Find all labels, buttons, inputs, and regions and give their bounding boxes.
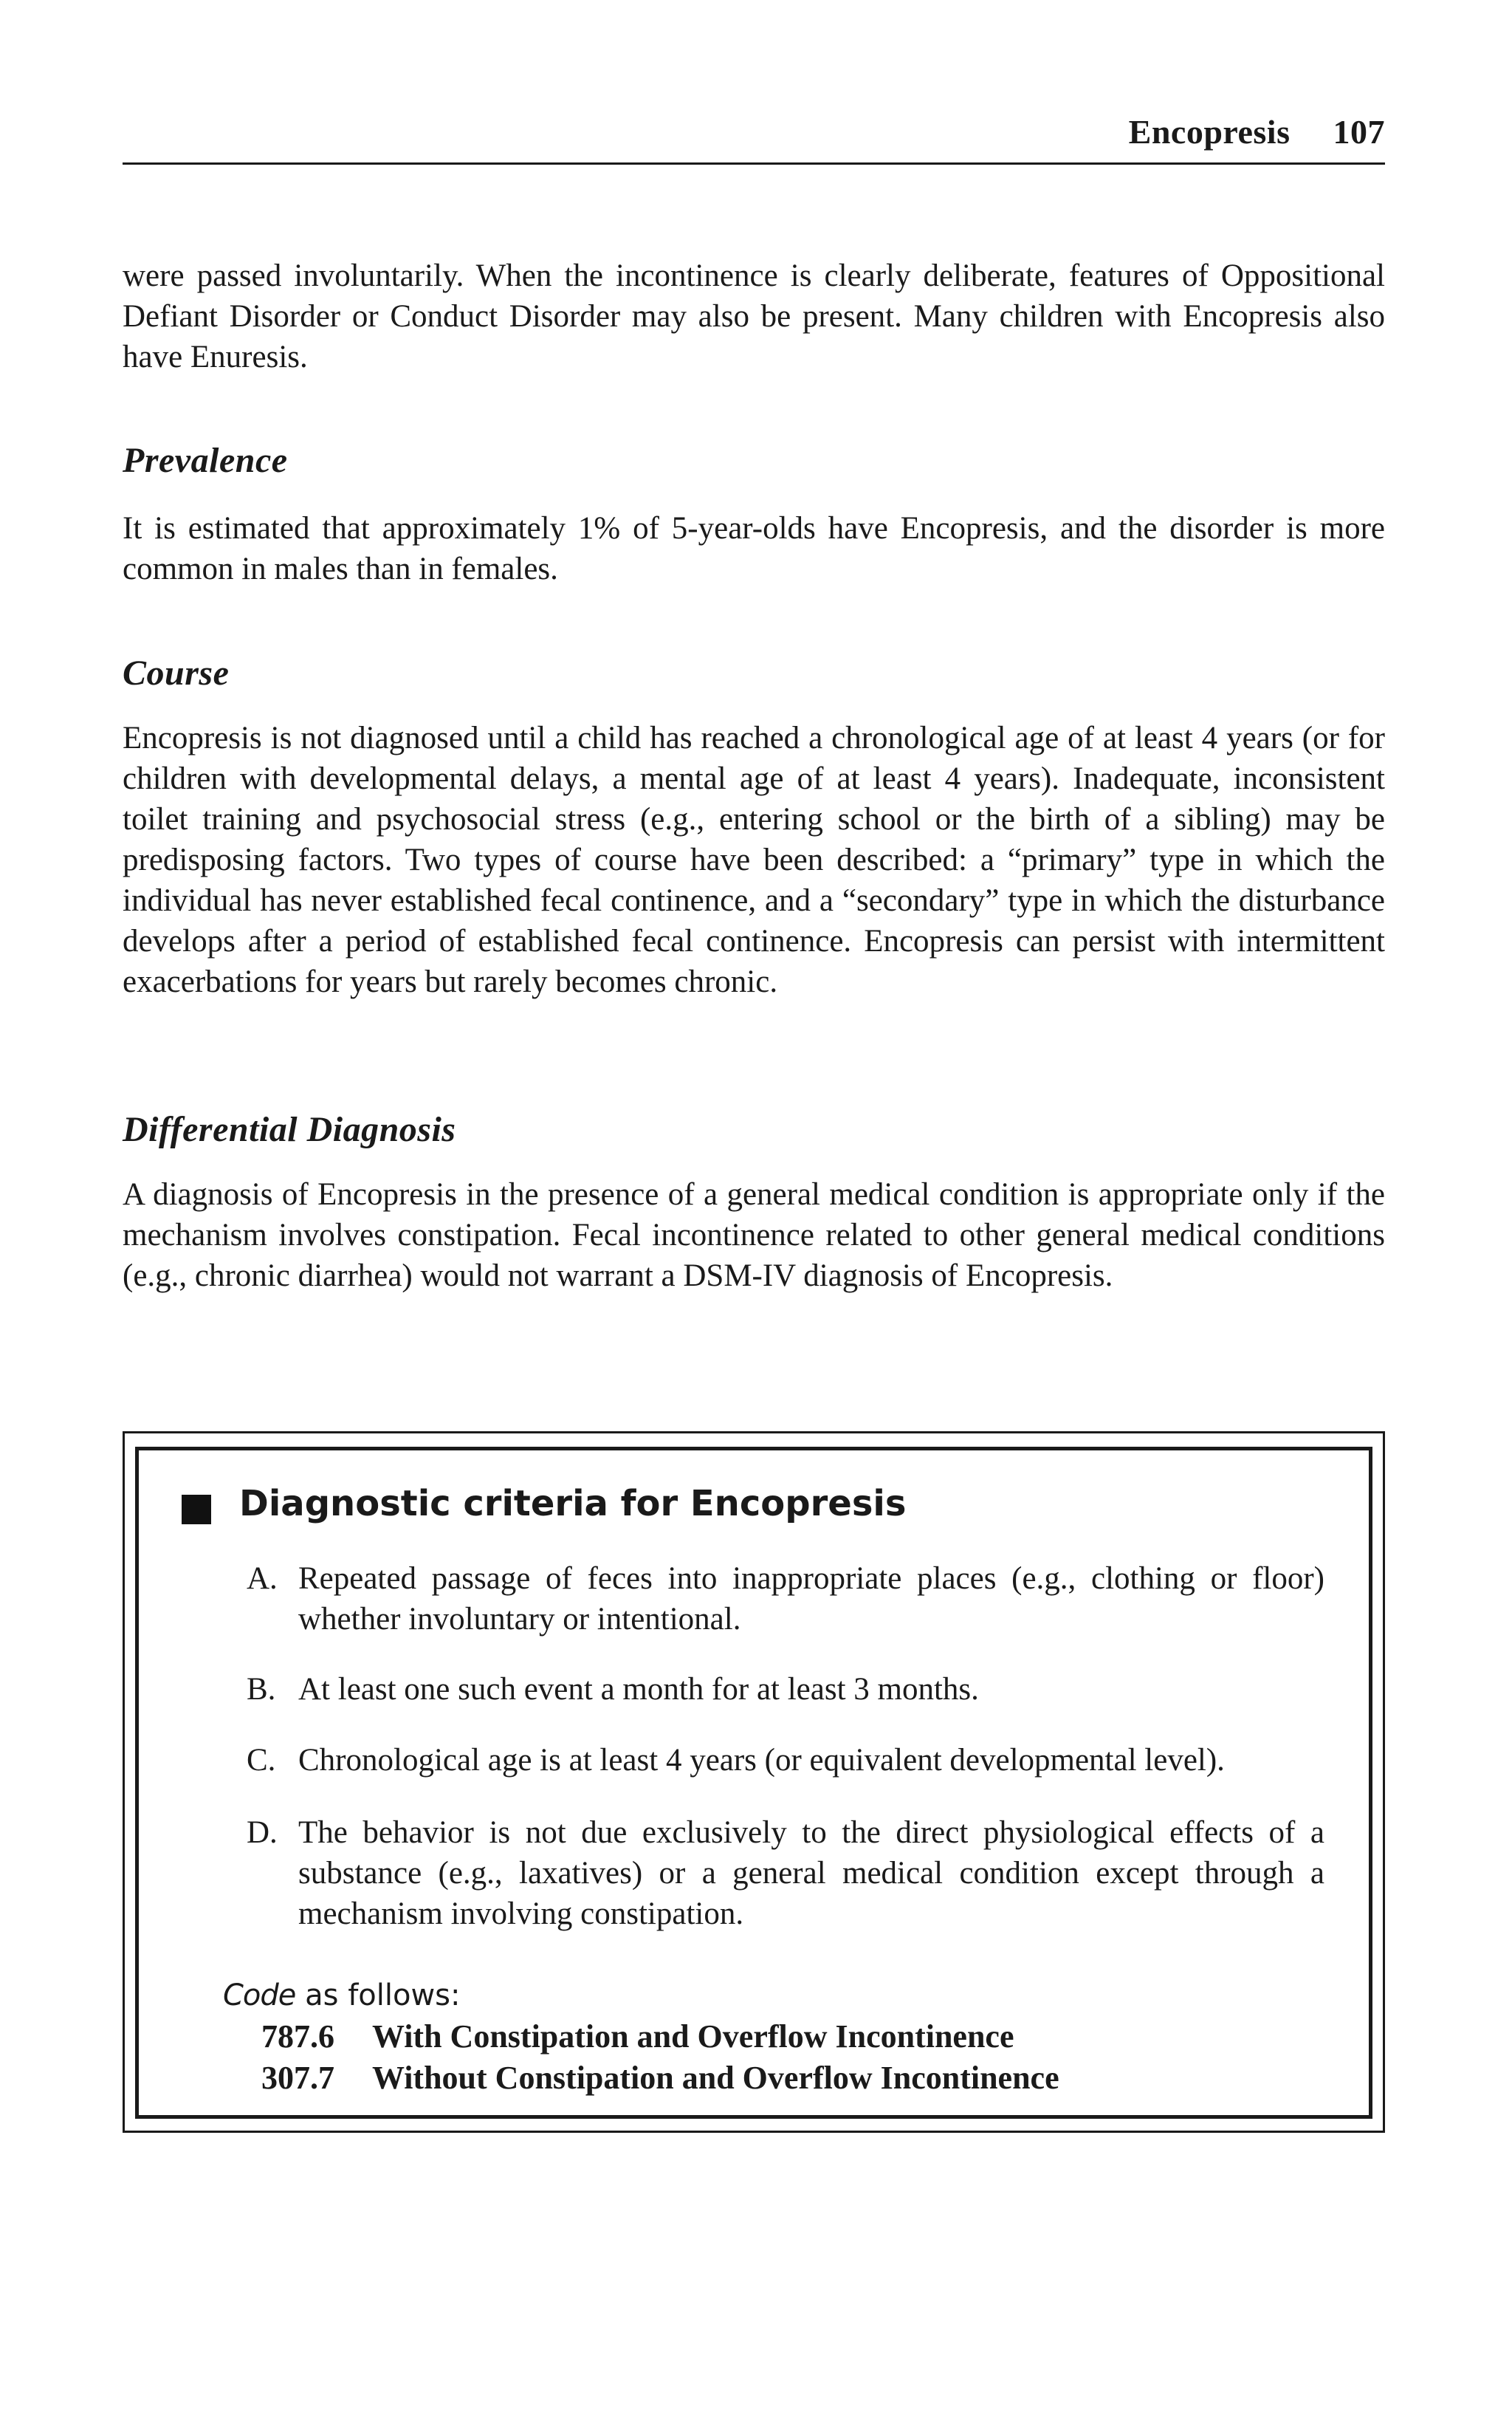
criterion-letter: B. — [247, 1672, 276, 1707]
criteria-box — [123, 1431, 1385, 2133]
criterion-text: Chronological age is at least 4 years (or equivalent developmental level). — [298, 1743, 1225, 1778]
section-body-differential-diagnosis: A diagnosis of Encopresis in the presence of a general medical condition is appropriate only if the mechanism involves constipation. Fecal incontinence related to other general medical conditions (e.g., chronic diarrhea) would not warrant a DSM-IV diagnosis of Encopresis. — [123, 1177, 1385, 1293]
code-as-follows — [223, 1975, 460, 2016]
book-page — [123, 0, 1385, 2409]
code-label: Without Constipation and Overflow Incontinence — [372, 2060, 1059, 2096]
section-heading-course: Course — [123, 654, 230, 693]
criterion-letter: A. — [247, 1561, 278, 1596]
section-body-prevalence: It is estimated that approximately 1% of 5-year-olds have Encopresis, and the disorder is more common in males than in females. — [123, 511, 1385, 586]
criterion-text: The behavior is not due exclusively to the direct physiological effects of a substance (e.g., laxatives) or a general medical condition except through a mechanism involving constipation. — [298, 1815, 1324, 1931]
criterion-letter: D. — [247, 1815, 278, 1850]
code-number: 307.7 — [261, 2060, 334, 2096]
code-rest: as follows: — [295, 1978, 461, 2012]
intro-paragraph: were passed involuntarily. When the incontinence is clearly deliberate, features of Oppositional Defiant Disorder or Conduct Disorder may also be present. Many children with Encopresis also have Enuresis. — [123, 258, 1385, 374]
section-body-course: Encopresis is not diagnosed until a child has reached a chronological age of at least 4 years (or for children with developmental delays, a mental age of at least 4 years). Inadequate, inconsistent toilet training and psychosocial stress (e.g., entering school or the birth of a sibling) may be predisposing factors. Two types of course have been described: a “primary” type in which the individual has never established fecal continence, and a “secondary” type in which the disturbance develops after a period of established fecal continence. Encopresis can persist with intermittent exacerbations for years but rarely becomes chronic. — [123, 721, 1385, 999]
code-entry — [261, 2057, 1059, 2098]
section-heading-differential-diagnosis: Differential Diagnosis — [123, 1110, 456, 1149]
code-word: Code — [223, 1978, 296, 2012]
criterion-b — [247, 1669, 1324, 1710]
running-head — [1129, 112, 1385, 151]
code-entry — [261, 2016, 1014, 2057]
square-bullet-icon — [182, 1495, 211, 1524]
running-head-title: Encopresis — [1128, 113, 1291, 151]
criteria-box-inner — [135, 1447, 1372, 2119]
criterion-c — [247, 1740, 1324, 1781]
criterion-text: At least one such event a month for at least 3 months. — [298, 1672, 979, 1707]
section-heading-prevalence: Prevalence — [123, 441, 288, 480]
criteria-title: Diagnostic criteria for Encopresis — [239, 1483, 907, 1524]
code-number: 787.6 — [261, 2018, 334, 2055]
criterion-text: Repeated passage of feces into inappropriate places (e.g., clothing or floor) whether involuntary or intentional. — [298, 1561, 1324, 1637]
criterion-d — [247, 1812, 1324, 1934]
criterion-a — [247, 1558, 1324, 1639]
header-rule — [123, 162, 1385, 165]
code-label: With Constipation and Overflow Incontinence — [372, 2018, 1014, 2055]
page-number: 107 — [1333, 113, 1385, 151]
criterion-letter: C. — [247, 1743, 276, 1778]
